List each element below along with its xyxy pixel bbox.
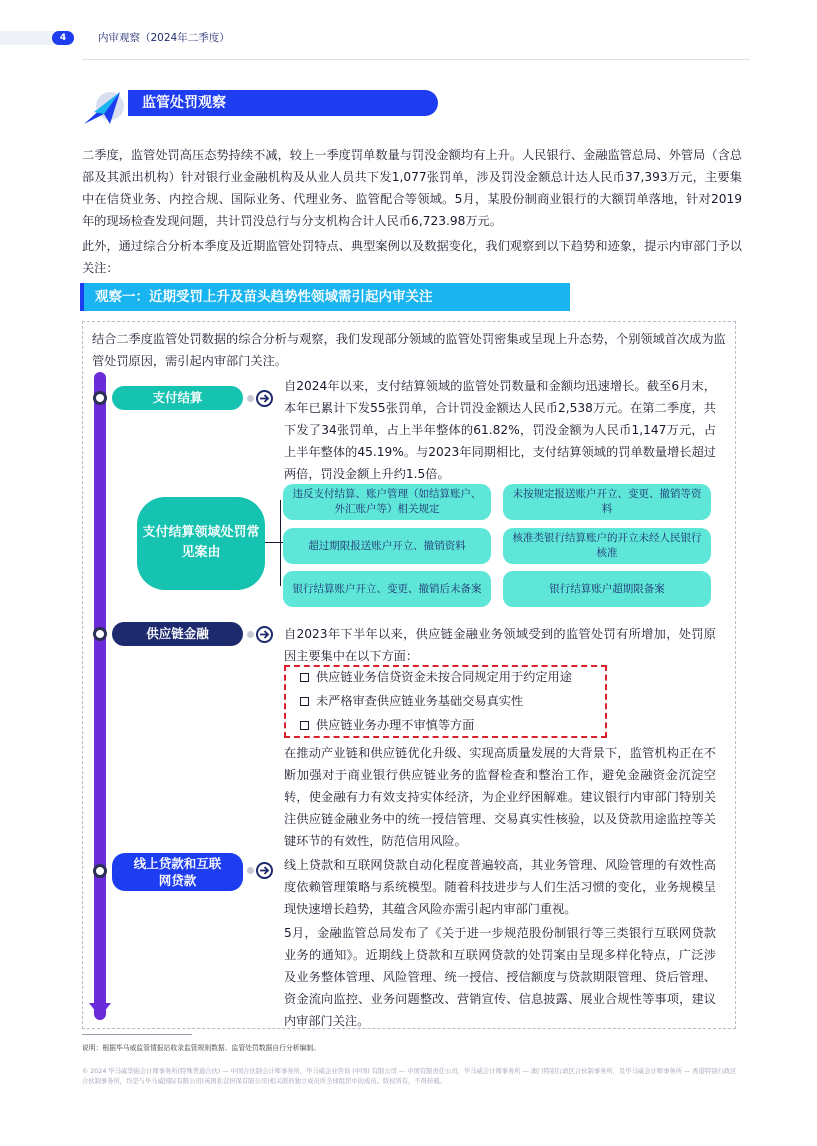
arrow-circle-icon bbox=[256, 862, 273, 879]
timeline-node-payment bbox=[93, 391, 107, 405]
case-item: 核准类银行结算账户的开立未经人民银行核准 bbox=[503, 528, 711, 564]
case-item: 超过期限报送账户开立、撤销资料 bbox=[283, 528, 491, 564]
supply-issue-text: 未严格审查供应链业务基础交易真实性 bbox=[316, 694, 524, 708]
header-title: 内审观察（2024年二季度） bbox=[98, 32, 230, 44]
payment-description: 自2024年以来，支付结算领域的监管处罚数量和金额均迅速增长。截至6月末，本年已累计下发55张罚单，合计罚没金额达人民币2,538万元。在第二季度，共下发了34张罚单，占上半年整体的61.82%，罚没金额为人民币1,147万元，占上半年整体的45.19%。与2023年同期相比，支付结算领域的罚单数量增长超过两倍，罚没金额上升约1.5倍。 bbox=[284, 379, 716, 481]
tag-online-lending bbox=[112, 853, 243, 891]
case-item: 未按规定报送账户开立、变更、撤销等资料 bbox=[503, 484, 711, 520]
intro-paragraph-2: 此外，通过综合分析本季度及近期监管处罚特点、典型案例以及数据变化，我们观察到以下趋势和迹象，提示内审部门予以关注： bbox=[82, 239, 742, 275]
section-title: 监管处罚观察 bbox=[128, 90, 438, 116]
tag-online-lending-line2: 网贷款 bbox=[158, 873, 197, 888]
tag-connector-dot bbox=[247, 395, 254, 402]
case-item: 银行结算账户开立、变更、撤销后未备案 bbox=[283, 571, 491, 607]
arrow-circle-icon bbox=[256, 390, 273, 407]
supply-issue-item bbox=[300, 715, 474, 735]
online-regulation: 5月，金融监管总局发布了《关于进一步规范股份制银行等三类银行互联网贷款业务的通知》。近期线上贷款和互联网贷款的处罚案由呈现多样化特点，广泛涉及业务整体管理、风险管理、统一授信、授信额度与贷款期限管理、贷后管理、资金流向监控、业务问题整改、营销宣传、信息披露、展业合规性等事项，建议内审部门关注。 bbox=[284, 926, 716, 1028]
payment-cases-title: 支付结算领域处罚常见案由 bbox=[137, 497, 265, 590]
supply-issue-item bbox=[300, 667, 572, 687]
tag-online-lending-line1: 线上贷款和互联 bbox=[133, 856, 222, 871]
section-arrow-icon bbox=[80, 86, 128, 130]
copyright-notice: © 2024 毕马威华振会计师事务所(特殊普通合伙) — 中国合伙制会计师事务所，毕马威企业咨询 (中国) 有限公司 — 中国有限责任公司，毕马威会计师事务所 — 澳门特别行政区合伙制事务所，及毕马威会计师事务所 — 香港特别行政区合伙制事务所，均是与毕马威国际有限公司(英国私营担保有限公司)相关联的独立成员所全球组织中的成员。版权所有，不得转载。 bbox=[82, 1068, 737, 1085]
timeline-arrowhead bbox=[89, 1003, 111, 1017]
intro-paragraph-1: 二季度，监管处罚高压态势持续不减，较上一季度罚单数量与罚没金额均有上升。人民银行、金融监管总局、外管局（含总部及其派出机构）针对银行业金融机构及从业人员共下发1,077张罚单，涉及罚没金额总计达人民币37,393万元，主要集中在信贷业务、内控合规、国际业务、代理业务、监管配合等领域。5月，某股份制商业银行的大额罚单落地，针对2019年的现场检查发现问题，共计罚没总行与分支机构合计人民币6,723.98万元。 bbox=[82, 148, 742, 228]
checkbox-icon bbox=[300, 721, 309, 730]
timeline-bar bbox=[94, 372, 106, 1020]
arrow-circle-icon bbox=[256, 626, 273, 643]
timeline-node-supply bbox=[93, 627, 107, 641]
page-header bbox=[0, 28, 817, 48]
page-number: 4 bbox=[52, 31, 74, 45]
supply-issue-item bbox=[300, 691, 523, 711]
supply-issue-text: 供应链业务办理不审慎等方面 bbox=[316, 718, 475, 732]
supply-description: 自2023年下半年以来，供应链金融业务领域受到的监管处罚有所增加，处罚原因主要集中在以下方面： bbox=[284, 627, 716, 663]
observation-title: 观察一：近期受罚上升及苗头趋势性领域需引起内审关注 bbox=[80, 283, 570, 311]
case-item: 违反支付结算、账户管理（如结算账户、外汇账户等）相关规定 bbox=[283, 484, 491, 520]
online-description: 线上贷款和互联网贷款自动化程度普遍较高，其业务管理、风险管理的有效性高度依赖管理策略与系统模型。随着科技进步与人们生活习惯的变化，业务规模呈现快速增长趋势，其蕴含风险亦需引起内审部门重视。 bbox=[284, 858, 716, 916]
footnote: 说明：根据毕马威监管情报站收录监管规则数据、监管处罚数据自行分析编制。 bbox=[82, 1044, 320, 1052]
tag-supply-chain-finance: 供应链金融 bbox=[112, 622, 243, 646]
tag-connector-dot bbox=[247, 867, 254, 874]
tag-connector-dot bbox=[247, 631, 254, 638]
tag-payment-settlement: 支付结算 bbox=[112, 386, 243, 410]
observation-accent-bar bbox=[80, 283, 84, 311]
checkbox-icon bbox=[300, 697, 309, 706]
cases-connector-vertical bbox=[280, 500, 281, 586]
supply-issue-text: 供应链业务信贷资金未按合同规定用于约定用途 bbox=[316, 670, 572, 684]
observation-intro: 结合二季度监管处罚数据的综合分析与观察，我们发现部分领域的监管处罚密集或呈现上升态势，个别领域首次成为监管处罚原因，需引起内审部门关注。 bbox=[92, 332, 726, 368]
supply-recommendation: 在推动产业链和供应链优化升级、实现高质量发展的大背景下，监管机构正在不断加强对于商业银行供应链业务的监督检查和整治工作，避免金融资金沉淀空转，使金融有力有效支持实体经济，为企业纾困解难。建议银行内审部门特别关注供应链金融业务中的统一授信管理、交易真实性核验，以及贷款用途监控等关键环节的有效性，防范信用风险。 bbox=[284, 746, 716, 848]
case-item: 银行结算账户超期限备案 bbox=[503, 571, 711, 607]
header-divider bbox=[82, 59, 750, 60]
checkbox-icon bbox=[300, 673, 309, 682]
footnote-divider bbox=[82, 1034, 192, 1035]
timeline-node-online bbox=[93, 864, 107, 878]
